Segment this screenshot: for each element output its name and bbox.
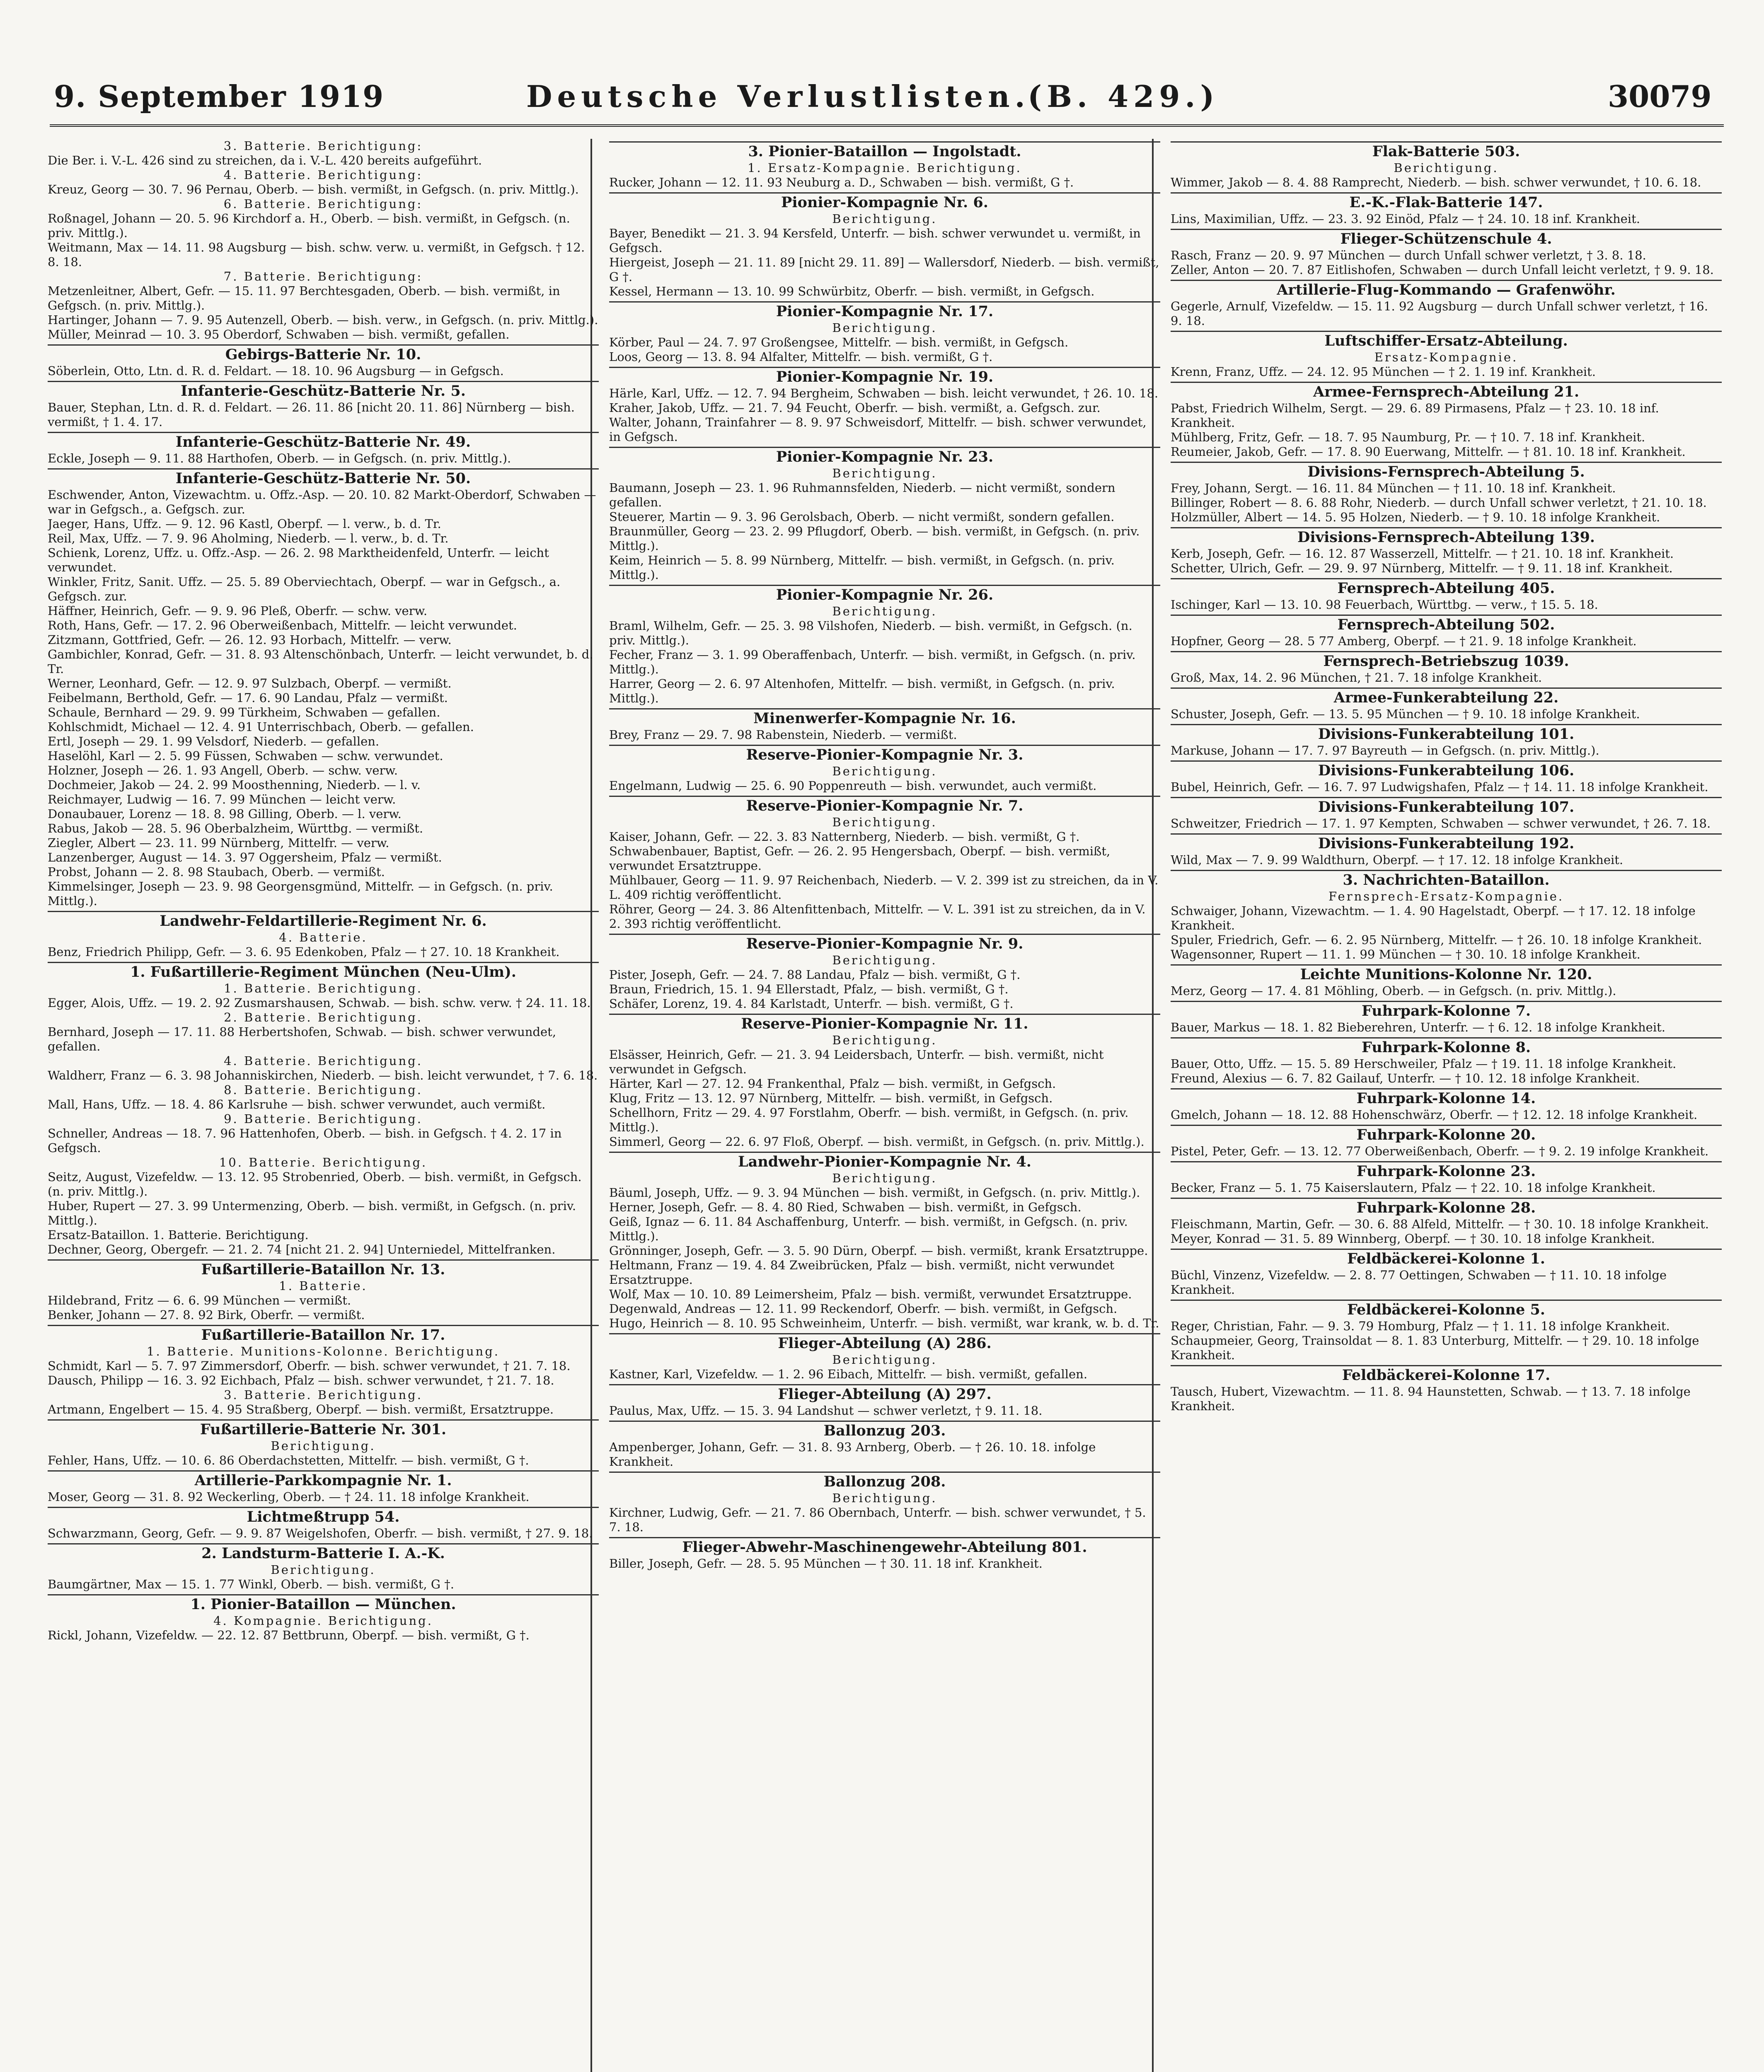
- list-item: Biller, Joseph, Gefr. — 28. 5. 95 München — † 30. 11. 18 inf. Krankheit.: [609, 1556, 1043, 1571]
- section-heading: Ballonzug 208.: [609, 1472, 1160, 1491]
- list-item: Schaupmeier, Georg, Trainsoldat — 8. 1. 83 Unterburg, Mittelfr. — † 29. 10. 18 infolge Krankheit.: [1171, 1334, 1699, 1362]
- list-item: Merz, Georg — 17. 4. 81 Möhling, Oberb. — in Gefgsch. (n. priv. Mittlg.).: [1171, 984, 1616, 998]
- list-section: [48, 1419, 599, 1468]
- list-item: Ampenberger, Johann, Gefr. — 31. 8. 93 Arnberg, Oberb. — † 26. 10. 18. infolge Krankheit.: [609, 1440, 1096, 1469]
- list-section: [48, 1594, 599, 1643]
- list-item: Reichmayer, Ludwig — 16. 7. 99 München — leicht verw.: [48, 792, 396, 806]
- subheading: 1. Batterie. Munitions-Kolonne. Berichtigung.: [147, 1344, 500, 1358]
- list-item: Engelmann, Ludwig — 25. 6. 90 Poppenreuth — bish. verwundet, auch vermißt.: [609, 779, 1097, 793]
- list-section: [1171, 331, 1722, 379]
- section-heading: Armee-Fernsprech-Abteilung 21.: [1171, 382, 1722, 401]
- section-heading: Artillerie-Parkkompagnie Nr. 1.: [48, 1470, 599, 1490]
- list-item: Tausch, Hubert, Vizewachtm. — 11. 8. 94 Haunstetten, Schwab. — † 13. 7. 18 infolge Krankheit.: [1171, 1385, 1691, 1413]
- page-number: 30079: [1608, 79, 1712, 114]
- section-heading: Reserve-Pionier-Kompagnie Nr. 7.: [609, 796, 1160, 815]
- subheading: 4. Batterie. Berichtigung.: [224, 1054, 423, 1068]
- list-item: Schwabenbauer, Baptist, Gefr. — 26. 2. 95 Hengersbach, Oberpf. — bish. vermißt, verwundet Ersatztruppe.: [609, 844, 1111, 873]
- subheading: Berichtigung.: [832, 1033, 937, 1047]
- section-heading: Pionier-Kompagnie Nr. 6.: [609, 192, 1160, 212]
- section-heading: 3. Nachrichten-Bataillon.: [1171, 870, 1722, 889]
- list-item: Reger, Christian, Fahr. — 9. 3. 79 Homburg, Pfalz — † 1. 11. 18 infolge Krankheit.: [1171, 1319, 1670, 1333]
- list-item: Zitzmann, Gottfried, Gefr. — 26. 12. 93 Horbach, Mittelfr. — verw.: [48, 633, 452, 647]
- subheading: Berichtigung.: [271, 1439, 376, 1453]
- list-section: [1171, 1088, 1722, 1122]
- list-item: Baumgärtner, Max — 15. 1. 77 Winkl, Oberb. — bish. vermißt, G †.: [48, 1577, 454, 1591]
- list-item: Degenwald, Andreas — 12. 11. 99 Reckendorf, Oberfr. — bish. vermißt, in Gefgsch.: [609, 1302, 1118, 1316]
- list-item: Kerb, Joseph, Gefr. — 16. 12. 87 Wasserzell, Mittelfr. — † 21. 10. 18 inf. Krankheit.: [1171, 547, 1674, 561]
- list-item: Ziegler, Albert — 23. 11. 99 Nürnberg, Mittelfr. — verw.: [48, 836, 390, 850]
- list-item: Spuler, Friedrich, Gefr. — 6. 2. 95 Nürnberg, Mittelfr. — † 26. 10. 18 infolge Krankheit.: [1171, 933, 1702, 947]
- list-item: Frey, Johann, Sergt. — 16. 11. 84 München — † 11. 10. 18 inf. Krankheit.: [1171, 481, 1616, 495]
- list-item: Meyer, Konrad — 31. 5. 89 Winnberg, Oberpf. — † 30. 10. 18 infolge Krankheit.: [1171, 1232, 1655, 1246]
- list-section: [1171, 1001, 1722, 1035]
- list-item: Bäuml, Joseph, Uffz. — 9. 3. 94 München — bish. vermißt, in Gefgsch. (n. priv. Mittlg.).: [609, 1186, 1140, 1200]
- list-item: Artmann, Engelbert — 15. 4. 95 Straßberg, Oberpf. — bish. vermißt, Ersatztruppe.: [48, 1402, 554, 1416]
- section-heading: Fuhrpark-Kolonne 23.: [1171, 1161, 1722, 1181]
- list-section: [48, 1543, 599, 1592]
- list-item: Lanzenberger, August — 14. 3. 97 Oggersheim, Pfalz — vermißt.: [48, 850, 442, 864]
- list-section: [1171, 141, 1722, 190]
- section-heading: Fernsprech-Betriebszug 1039.: [1171, 651, 1722, 670]
- subheading: 2. Batterie. Berichtigung.: [224, 1010, 423, 1024]
- section-heading: 1. Pionier-Bataillon — München.: [48, 1594, 599, 1614]
- section-heading: Flieger-Abwehr-Maschinengewehr-Abteilung 801.: [609, 1537, 1160, 1556]
- section-heading: Flieger-Schützenschule 4.: [1171, 229, 1722, 248]
- list-item: Gambichler, Konrad, Gefr. — 31. 8. 93 Altenschönbach, Unterfr. — leicht verwundet, b. d. Tr.: [48, 647, 593, 676]
- issue-date: 9. September 1919: [54, 79, 385, 114]
- list-section: [609, 745, 1160, 793]
- list-item: Haselöhl, Karl — 2. 5. 99 Füssen, Schwaben — schw. verwundet.: [48, 749, 443, 763]
- section-heading: Armee-Funkerabteilung 22.: [1171, 687, 1722, 707]
- list-item: Schweitzer, Friedrich — 17. 1. 97 Kempten, Schwaben — schwer verwundet, † 26. 7. 18.: [1171, 816, 1711, 830]
- list-item: Pister, Joseph, Gefr. — 24. 7. 88 Landau, Pfalz — bish. vermißt, G †.: [609, 968, 1021, 982]
- list-item: Werner, Leonhard, Gefr. — 12. 9. 97 Sulzbach, Oberpf. — vermißt.: [48, 676, 452, 690]
- list-item: Winkler, Fritz, Sanit. Uffz. — 25. 5. 89 Oberviechtach, Oberpf. — war in Gefgsch., a. Gefgsch. zur.: [48, 575, 561, 603]
- list-item: Hartinger, Johann — 7. 9. 95 Autenzell, Oberb. — bish. verw., in Gefgsch. (n. priv. Mittlg.).: [48, 313, 598, 327]
- list-section: [1171, 687, 1722, 721]
- subheading: 4. Batterie.: [279, 930, 368, 944]
- list-item: Bubel, Heinrich, Gefr. — 16. 7. 97 Ludwigshafen, Pfalz — † 14. 11. 18 infolge Krankheit.: [1171, 780, 1708, 794]
- list-item: Rickl, Johann, Vizefeldw. — 22. 12. 87 Bettbrunn, Oberpf. — bish. vermißt, G †.: [48, 1628, 530, 1642]
- list-section: [1171, 578, 1722, 612]
- list-section: [609, 1333, 1160, 1382]
- list-item: Brey, Franz — 29. 7. 98 Rabenstein, Niederb. — vermißt.: [609, 728, 957, 742]
- list-item: Müller, Meinrad — 10. 3. 95 Oberdorf, Schwaben — bish. vermißt, gefallen.: [48, 327, 510, 341]
- list-item: Ischinger, Karl — 13. 10. 98 Feuerbach, Württbg. — verw., † 15. 5. 18.: [1171, 598, 1598, 612]
- list-section: [1171, 1198, 1722, 1246]
- list-item: Mall, Hans, Uffz. — 18. 4. 86 Karlsruhe — bish. schwer verwundet, auch vermißt.: [48, 1097, 546, 1111]
- list-section: [48, 344, 599, 378]
- list-item: Wolf, Max — 10. 10. 89 Leimersheim, Pfalz — bish. vermißt, verwundet Ersatztruppe.: [609, 1287, 1132, 1301]
- list-section: [1171, 1161, 1722, 1195]
- list-section: [48, 432, 599, 466]
- section-heading: Lichtmeßtrupp 54.: [48, 1507, 599, 1526]
- list-item: Probst, Johann — 2. 8. 98 Staubach, Oberb. — vermißt.: [48, 865, 385, 879]
- section-heading: Landwehr-Feldartillerie-Regiment Nr. 6.: [48, 911, 599, 930]
- list-item: Mühlbauer, Georg — 11. 9. 97 Reichenbach, Niederb. — V. 2. 399 ist zu streichen, da in V. L. 409 richtig veröffentlicht.: [609, 873, 1159, 902]
- subheading: Berichtigung.: [832, 321, 937, 335]
- list-section: [609, 1421, 1160, 1469]
- list-item: Fleischmann, Martin, Gefr. — 30. 6. 88 Alfeld, Mittelfr. — † 30. 10. 18 infolge Krankheit.: [1171, 1217, 1709, 1231]
- list-item: Braun, Friedrich, 15. 1. 94 Ellerstadt, Pfalz, — bish. vermißt, G †.: [609, 982, 1009, 996]
- list-item: Feibelmann, Berthold, Gefr. — 17. 6. 90 Landau, Pfalz — vermißt.: [48, 691, 448, 705]
- list-item: Braunmüller, Georg — 23. 2. 99 Pflugdorf, Oberb. — bish. vermißt, in Gefgsch. (n. priv. Mittlg.).: [609, 524, 1140, 553]
- subheading: Berichtigung.: [832, 1491, 937, 1505]
- list-item: Eckle, Joseph — 9. 11. 88 Harthofen, Oberb. — in Gefgsch. (n. priv. Mittlg.).: [48, 451, 511, 465]
- list-item: Wagensonner, Rupert — 11. 1. 99 München — † 30. 10. 18 infolge Krankheit.: [1171, 947, 1641, 961]
- list-item: Loos, Georg — 13. 8. 94 Alfalter, Mittelfr. — bish. vermißt, G †.: [609, 350, 993, 364]
- section-heading: Feldbäckerei-Kolonne 17.: [1171, 1365, 1722, 1385]
- list-item: Wimmer, Jakob — 8. 4. 88 Ramprecht, Niederb. — bish. schwer verwundet, † 10. 6. 18.: [1171, 175, 1701, 189]
- section-heading: Ballonzug 203.: [609, 1421, 1160, 1440]
- subheading: Berichtigung.: [832, 815, 937, 829]
- list-item: Mühlberg, Fritz, Gefr. — 18. 7. 95 Naumburg, Pr. — † 10. 7. 18 inf. Krankheit.: [1171, 430, 1645, 444]
- list-section: [1171, 462, 1722, 525]
- list-item: Hiergeist, Joseph — 21. 11. 89 [nicht 29. 11. 89] — Wallersdorf, Niederb. — bish. vermißt, G †.: [609, 255, 1159, 284]
- list-item: Donaubauer, Lorenz — 18. 8. 98 Gilling, Oberb. — l. verw.: [48, 807, 402, 821]
- list-item: Kohlschmidt, Michael — 12. 4. 91 Unterrischbach, Oberb. — gefallen.: [48, 720, 474, 734]
- list-item: Schwarzmann, Georg, Gefr. — 9. 9. 87 Weigelshofen, Oberfr. — bish. vermißt, † 27. 9. 18.: [48, 1526, 593, 1540]
- list-item: Eschwender, Anton, Vizewachtm. u. Offz.-Asp. — 20. 10. 82 Markt-Oberdorf, Schwaben — war in Gefgsch., a. Gefgsch. zur.: [48, 488, 596, 516]
- page-header: [0, 0, 1764, 137]
- list-item: Die Ber. i. V.-L. 426 sind zu streichen, da i. V.-L. 420 bereits aufgeführt.: [48, 153, 482, 167]
- subheading: 4. Kompagnie. Berichtigung.: [213, 1614, 433, 1628]
- list-item: Schäfer, Lorenz, 19. 4. 84 Karlstadt, Unterfr. — bish. vermißt, G †.: [609, 997, 1014, 1011]
- list-item: Härle, Karl, Uffz. — 12. 7. 94 Bergheim, Schwaben — bish. leicht verwundet, † 26. 10. 18.: [609, 386, 1159, 400]
- list-item: Körber, Paul — 24. 7. 97 Großengsee, Mittelfr. — bish. vermißt, in Gefgsch.: [609, 335, 1069, 349]
- list-item: Härter, Karl — 27. 12. 94 Frankenthal, Pfalz — bish. vermißt, in Gefgsch.: [609, 1077, 1056, 1091]
- list-item: Klug, Fritz — 13. 12. 97 Nürnberg, Mittelfr. — bish. vermißt, in Gefgsch.: [609, 1091, 1053, 1105]
- subheading: Berichtigung.: [832, 466, 937, 480]
- list-section: [1171, 651, 1722, 685]
- list-item: Kaiser, Johann, Gefr. — 22. 3. 83 Natternberg, Niederb. — bish. vermißt, G †.: [609, 830, 1080, 844]
- section-heading: Pionier-Kompagnie Nr. 19.: [609, 367, 1160, 386]
- section-heading: Minenwerfer-Kompagnie Nr. 16.: [609, 708, 1160, 728]
- list-item: Ertl, Joseph — 29. 1. 99 Velsdorf, Niederb. — gefallen.: [48, 734, 380, 748]
- list-item: Dochmeier, Jakob — 24. 2. 99 Moosthenning, Niederb. — l. v.: [48, 778, 421, 792]
- list-item: Egger, Alois, Uffz. — 19. 2. 92 Zusmarshausen, Schwab. — bish. schw. verw. † 24. 11. 18.: [48, 996, 591, 1010]
- list-item: Kimmelsinger, Joseph — 23. 9. 98 Georgensgmünd, Mittelfr. — in Gefgsch. (n. priv. Mittlg.).: [48, 879, 553, 908]
- list-item: Häffner, Heinrich, Gefr. — 9. 9. 96 Pleß, Oberfr. — schw. verw.: [48, 604, 428, 618]
- list-item: Seitz, August, Vizefeldw. — 13. 12. 95 Strobenried, Oberb. — bish. vermißt, in Gefgsch. (n. priv. Mittlg.).: [48, 1170, 582, 1198]
- list-section: [1171, 382, 1722, 459]
- list-section: [609, 141, 1160, 190]
- subheading: Berichtigung.: [832, 1353, 937, 1367]
- list-item: Benker, Johann — 27. 8. 92 Birk, Oberfr. — vermißt.: [48, 1308, 365, 1322]
- list-item: Kirchner, Ludwig, Gefr. — 21. 7. 86 Obernbach, Unterfr. — bish. schwer verwundet, † 5. 7. 18.: [609, 1506, 1146, 1534]
- section-heading: Feldbäckerei-Kolonne 5.: [1171, 1300, 1722, 1319]
- list-item: Gegerle, Arnulf, Vizefeldw. — 15. 11. 92 Augsburg — durch Unfall schwer verletzt, † 16. 9. 18.: [1171, 299, 1708, 328]
- list-section: [48, 1325, 599, 1417]
- subheading: 1. Ersatz-Kompagnie. Berichtigung.: [748, 161, 1022, 175]
- section-heading: Artillerie-Flug-Kommando — Grafenwöhr.: [1171, 280, 1722, 299]
- list-item: Röhrer, Georg — 24. 3. 86 Altenfittenbach, Mittelfr. — V. L. 391 ist zu streichen, da in V. 2. 393 richtig veröffentlicht.: [609, 902, 1146, 931]
- section-heading: Pionier-Kompagnie Nr. 26.: [609, 585, 1160, 604]
- list-item: Gmelch, Johann — 18. 12. 88 Hohenschwärz, Oberfr. — † 12. 12. 18 infolge Krankheit.: [1171, 1108, 1698, 1122]
- section-heading: Fußartillerie-Bataillon Nr. 17.: [48, 1325, 599, 1344]
- section-heading: Fußartillerie-Batterie Nr. 301.: [48, 1419, 599, 1439]
- list-section: [609, 301, 1160, 364]
- subheading: Berichtigung.: [1394, 161, 1499, 175]
- list-item: Heltmann, Franz — 19. 4. 84 Zweibrücken, Pfalz — bish. vermißt, nicht verwundet Ersatztruppe.: [609, 1258, 1115, 1287]
- subheading: Berichtigung.: [832, 604, 937, 618]
- list-item: Fecher, Franz — 3. 1. 99 Oberaffenbach, Unterfr. — bish. vermißt, in Gefgsch. (n. priv. Mittlg.).: [609, 648, 1136, 676]
- list-item: Schellhorn, Fritz — 29. 4. 97 Forstlahm, Oberfr. — bish. vermißt, in Gefgsch. (n. priv. Mittlg.).: [609, 1106, 1129, 1134]
- list-item: Lins, Maximilian, Uffz. — 23. 3. 92 Einöd, Pfalz — † 24. 10. 18 inf. Krankheit.: [1171, 212, 1640, 226]
- list-item: Baumann, Joseph — 23. 1. 96 Ruhmannsfelden, Niederb. — nicht vermißt, sondern gefallen.: [609, 481, 1116, 509]
- section-heading: Fernsprech-Abteilung 405.: [1171, 578, 1722, 598]
- list-item: Holzner, Joseph — 26. 1. 93 Angell, Oberb. — schw. verw.: [48, 763, 398, 777]
- list-section: [1171, 280, 1722, 328]
- list-item: Kessel, Hermann — 13. 10. 99 Schwürbitz, Oberfr. — bish. vermißt, in Gefgsch.: [609, 284, 1095, 298]
- list-item: Steuerer, Martin — 9. 3. 96 Gerolsbach, Oberb. — nicht vermißt, sondern gefallen.: [609, 510, 1115, 524]
- subheading: 9. Batterie. Berichtigung.: [224, 1112, 423, 1126]
- list-item: Huber, Rupert — 27. 3. 99 Untermenzing, Oberb. — bish. vermißt, in Gefgsch. (n. priv. Mittlg.).: [48, 1199, 576, 1227]
- list-section: [1171, 192, 1722, 226]
- section-heading: Landwehr-Pionier-Kompagnie Nr. 4.: [609, 1152, 1160, 1171]
- list-section: [1171, 833, 1722, 867]
- section-heading: Pionier-Kompagnie Nr. 17.: [609, 301, 1160, 321]
- section-heading: Fuhrpark-Kolonne 7.: [1171, 1001, 1722, 1020]
- list-section: [1171, 1125, 1722, 1159]
- list-section: [1171, 615, 1722, 649]
- list-item: Söberlein, Otto, Ltn. d. R. d. Feldart. — 18. 10. 96 Augsburg — in Gefgsch.: [48, 364, 504, 378]
- section-heading: Reserve-Pionier-Kompagnie Nr. 3.: [609, 745, 1160, 764]
- section-heading: Reserve-Pionier-Kompagnie Nr. 9.: [609, 934, 1160, 953]
- list-section: [609, 192, 1160, 299]
- list-section: [609, 796, 1160, 931]
- section-heading: Divisions-Funkerabteilung 101.: [1171, 724, 1722, 743]
- section-heading: Reserve-Pionier-Kompagnie Nr. 11.: [609, 1014, 1160, 1033]
- list-item: Bauer, Stephan, Ltn. d. R. d. Feldart. — 26. 11. 86 [nicht 20. 11. 86] Nürnberg — bish. vermißt, † 1. 4. 17.: [48, 400, 575, 429]
- list-section: [609, 1152, 1160, 1331]
- list-section: [609, 708, 1160, 742]
- section-heading: Fuhrpark-Kolonne 20.: [1171, 1125, 1722, 1144]
- subheading: 6. Batterie. Berichtigung:: [223, 197, 423, 211]
- list-item: Kreuz, Georg — 30. 7. 96 Pernau, Oberb. — bish. vermißt, in Gefgsch. (n. priv. Mittlg.).: [48, 182, 579, 196]
- list-section: [609, 1384, 1160, 1418]
- list-item: Pabst, Friedrich Wilhelm, Sergt. — 29. 6. 89 Pirmasens, Pfalz — † 23. 10. 18 inf. Krankheit.: [1171, 401, 1659, 430]
- list-item: Zeller, Anton — 20. 7. 87 Eitlishofen, Schwaben — durch Unfall leicht verletzt, † 9. 9. 18.: [1171, 263, 1714, 277]
- subheading: 8. Batterie. Berichtigung.: [224, 1083, 423, 1097]
- list-item: Moser, Georg — 31. 8. 92 Weckerling, Oberb. — † 24. 11. 18 infolge Krankheit.: [48, 1490, 530, 1504]
- list-item: Benz, Friedrich Philipp, Gefr. — 3. 6. 95 Edenkoben, Pfalz — † 27. 10. 18 Krankheit.: [48, 945, 560, 959]
- header-rule: [50, 124, 1724, 127]
- list-item: Geiß, Ignaz — 6. 11. 84 Aschaffenburg, Unterfr. — bish. vermißt, in Gefgsch. (n. priv. Mittlg.).: [609, 1215, 1128, 1243]
- column-2: [609, 139, 1160, 2072]
- list-section: [609, 1537, 1160, 1571]
- subheading: Fernsprech-Ersatz-Kompagnie.: [1328, 889, 1564, 903]
- list-item: Weitmann, Max — 14. 11. 98 Augsburg — bish. schw. verw. u. vermißt, in Gefgsch. † 12. 8. 18.: [48, 240, 585, 269]
- section-heading: Flieger-Abteilung (A) 286.: [609, 1333, 1160, 1353]
- column-3: [1171, 139, 1722, 2072]
- list-section: [1171, 527, 1722, 576]
- list-item: Bernhard, Joseph — 17. 11. 88 Herbertshofen, Schwab. — bish. schwer verwundet, gefallen.: [48, 1025, 557, 1053]
- list-item: Rucker, Johann — 12. 11. 93 Neuburg a. D., Schwaben — bish. vermißt, G †.: [609, 175, 1074, 189]
- list-item: Simmerl, Georg — 22. 6. 97 Floß, Oberpf. — bish. vermißt, in Gefgsch. (n. priv. Mittlg.).: [609, 1135, 1145, 1149]
- list-item: Grönninger, Joseph, Gefr. — 3. 5. 90 Dürn, Oberpf. — bish. vermißt, krank Ersatztruppe.: [609, 1244, 1148, 1258]
- section-heading: Divisions-Funkerabteilung 192.: [1171, 833, 1722, 853]
- subheading: Berichtigung.: [832, 212, 937, 226]
- list-section: [609, 447, 1160, 582]
- subheading: Berichtigung.: [832, 953, 937, 967]
- list-section: [1171, 1300, 1722, 1363]
- list-section: [609, 585, 1160, 706]
- subheading: Berichtigung.: [271, 1563, 376, 1577]
- list-item: Keim, Heinrich — 5. 8. 99 Nürnberg, Mittelfr. — bish. vermißt, in Gefgsch. (n. priv. Mittlg.).: [609, 553, 1115, 582]
- list-item: Freund, Alexius — 6. 7. 82 Gailauf, Unterfr. — † 10. 12. 18 infolge Krankheit.: [1171, 1071, 1640, 1085]
- list-item: Krenn, Franz, Uffz. — 24. 12. 95 München — † 2. 1. 19 inf. Krankheit.: [1171, 365, 1596, 379]
- subheading: 7. Batterie. Berichtigung:: [223, 269, 423, 283]
- list-item: Reil, Max, Uffz. — 7. 9. 96 Aholming, Niederb. — l. verw., b. d. Tr.: [48, 531, 449, 545]
- list-item: Roth, Hans, Gefr. — 17. 2. 96 Oberweißenbach, Mittelfr. — leicht verwundet.: [48, 618, 517, 632]
- list-item: Bauer, Markus — 18. 1. 82 Bieberehren, Unterfr. — † 6. 12. 18 infolge Krankheit.: [1171, 1020, 1665, 1034]
- list-item: Elsässer, Heinrich, Gefr. — 21. 3. 94 Leidersbach, Unterfr. — bish. vermißt, nicht verwundet in Gefgsch.: [609, 1048, 1104, 1076]
- section-heading: Fuhrpark-Kolonne 8.: [1171, 1037, 1722, 1057]
- list-item: Rasch, Franz — 20. 9. 97 München — durch Unfall schwer verletzt, † 3. 8. 18.: [1171, 248, 1646, 262]
- list-item: Dausch, Philipp — 16. 3. 92 Eichbach, Pfalz — bish. schwer verwundet, † 21. 7. 18.: [48, 1373, 554, 1387]
- list-item: Schmidt, Karl — 5. 7. 97 Zimmersdorf, Oberfr. — bish. schwer verwundet, † 21. 7. 18.: [48, 1359, 571, 1373]
- list-item: Kraher, Jakob, Uffz. — 21. 7. 94 Feucht, Oberfr. — bish. vermißt, a. Gefgsch. zur.: [609, 401, 1101, 415]
- list-section: [1171, 1037, 1722, 1086]
- section-heading: Infanterie-Geschütz-Batterie Nr. 5.: [48, 381, 599, 400]
- section-heading: Flak-Batterie 503.: [1171, 141, 1722, 161]
- list-section: [609, 367, 1160, 444]
- list-item: Schwaiger, Johann, Vizewachtm. — 1. 4. 90 Hagelstadt, Oberpf. — † 17. 12. 18 infolge Krankheit.: [1171, 904, 1696, 932]
- list-item: Walter, Johann, Trainfahrer — 8. 9. 97 Schweisdorf, Mittelfr. — bish. schwer verwundet, in Gefgsch.: [609, 415, 1147, 444]
- list-item: Metzenleitner, Albert, Gefr. — 15. 11. 97 Berchtesgaden, Oberb. — bish. vermißt, in Gefgsch. (n. priv. Mittlg.).: [48, 284, 560, 312]
- list-item: Rabus, Jakob — 28. 5. 96 Oberbalzheim, Württbg. — vermißt.: [48, 821, 423, 835]
- list-item: Schetter, Ulrich, Gefr. — 29. 9. 97 Nürnberg, Mittelfr. — † 9. 11. 18 inf. Krankheit.: [1171, 561, 1673, 575]
- list-item: Braml, Wilhelm, Gefr. — 25. 3. 98 Vilshofen, Niederb. — bish. vermißt, in Gefgsch. (n. priv. Mittlg.).: [609, 619, 1132, 647]
- list-item: Wild, Max — 7. 9. 99 Waldthurn, Oberpf. — † 17. 12. 18 infolge Krankheit.: [1171, 853, 1624, 867]
- section-heading: Divisions-Funkerabteilung 107.: [1171, 797, 1722, 816]
- list-item: Bayer, Benedikt — 21. 3. 94 Kersfeld, Unterfr. — bish. schwer verwundet u. vermißt, in Gefgsch.: [609, 226, 1141, 255]
- list-section: [1171, 964, 1722, 998]
- column-1: [48, 139, 599, 2072]
- list-item: Hugo, Heinrich — 8. 10. 95 Schweinheim, Unterfr. — bish. vermißt, war krank, w. b. d. Tr.: [609, 1316, 1159, 1330]
- publication-title: Deutsche Verlustlisten.: [526, 79, 1030, 114]
- subheading: Ersatz-Kompagnie.: [1374, 350, 1518, 364]
- list-item: Büchl, Vinzenz, Vizefeldw. — 2. 8. 77 Oettingen, Schwaben — † 11. 10. 18 infolge Krankheit.: [1171, 1268, 1667, 1297]
- issue-number: (B. 429.): [1028, 79, 1220, 114]
- subheading: 3. Batterie. Berichtigung.: [224, 1388, 423, 1402]
- list-item: Billinger, Robert — 8. 6. 88 Rohr, Niederb. — durch Unfall schwer verletzt, † 21. 10. 18.: [1171, 496, 1707, 510]
- list-item: Fehler, Hans, Uffz. — 10. 6. 86 Oberdachstetten, Mittelfr. — bish. vermißt, G †.: [48, 1453, 529, 1467]
- list-section: [609, 1472, 1160, 1535]
- list-item: Jaeger, Hans, Uffz. — 9. 12. 96 Kastl, Oberpf. — l. verw., b. d. Tr.: [48, 517, 441, 531]
- list-section: [48, 911, 599, 959]
- section-heading: Infanterie-Geschütz-Batterie Nr. 50.: [48, 468, 599, 488]
- section-heading: Luftschiffer-Ersatz-Abteilung.: [1171, 331, 1722, 350]
- list-section: [1171, 1365, 1722, 1414]
- list-item: Kastner, Karl, Vizefeldw. — 1. 2. 96 Eibach, Mittelfr. — bish. vermißt, gefallen.: [609, 1367, 1088, 1381]
- list-item: Markuse, Johann — 17. 7. 97 Bayreuth — in Gefgsch. (n. priv. Mittlg.).: [1171, 743, 1599, 758]
- section-heading: 3. Pionier-Bataillon — Ingolstadt.: [609, 141, 1160, 161]
- subheading: 3. Batterie. Berichtigung:: [223, 139, 423, 153]
- list-item: Schuster, Joseph, Gefr. — 13. 5. 95 München — † 9. 10. 18 infolge Krankheit.: [1171, 707, 1640, 721]
- list-item: Harrer, Georg — 2. 6. 97 Altenhofen, Mittelfr. — bish. vermißt, in Gefgsch. (n. priv. Mittlg.).: [609, 677, 1115, 705]
- list-item: Roßnagel, Johann — 20. 5. 96 Kirchdorf a. H., Oberb. — bish. vermißt, in Gefgsch. (n. priv. Mittlg.).: [48, 211, 570, 240]
- list-section: [1171, 229, 1722, 277]
- list-item: Becker, Franz — 5. 1. 75 Kaiserslautern, Pfalz — † 22. 10. 18 infolge Krankheit.: [1171, 1181, 1656, 1195]
- section-heading: Divisions-Fernsprech-Abteilung 5.: [1171, 462, 1722, 481]
- list-section: [1171, 870, 1722, 962]
- subheading: Berichtigung.: [832, 1171, 937, 1185]
- section-heading: Fernsprech-Abteilung 502.: [1171, 615, 1722, 634]
- list-section: [1171, 1249, 1722, 1297]
- list-section: [48, 1507, 599, 1541]
- list-item: Schneller, Andreas — 18. 7. 96 Hattenhofen, Oberb. — bish. in Gefgsch. † 4. 2. 17 in Gefgsch.: [48, 1126, 562, 1155]
- section-heading: Fuhrpark-Kolonne 14.: [1171, 1088, 1722, 1108]
- subheading: 1. Batterie.: [279, 1279, 368, 1293]
- list-item: Ersatz-Bataillon. 1. Batterie. Berichtigung.: [48, 1228, 309, 1242]
- section-heading: Pionier-Kompagnie Nr. 23.: [609, 447, 1160, 466]
- section-heading: Fußartillerie-Bataillon Nr. 13.: [48, 1259, 599, 1279]
- list-item: Herner, Joseph, Gefr. — 8. 4. 80 Ried, Schwaben — bish. vermißt, in Gefgsch.: [609, 1200, 1082, 1214]
- section-heading: 1. Fußartillerie-Regiment München (Neu-Ulm).: [48, 962, 599, 981]
- list-item: Dechner, Georg, Obergefr. — 21. 2. 74 [nicht 21. 2. 94] Unterniedel, Mittelfranken.: [48, 1242, 556, 1256]
- list-section: [1171, 760, 1722, 794]
- section-heading: Leichte Munitions-Kolonne Nr. 120.: [1171, 964, 1722, 984]
- list-item: Waldherr, Franz — 6. 3. 98 Johanniskirchen, Niederb. — bish. leicht verwundet, † 7. 6. 18.: [48, 1068, 598, 1082]
- section-heading: Divisions-Funkerabteilung 106.: [1171, 760, 1722, 780]
- list-section: [609, 934, 1160, 1011]
- list-section: [1171, 797, 1722, 831]
- list-section: [48, 468, 599, 908]
- list-item: Bauer, Otto, Uffz. — 15. 5. 89 Herschweiler, Pfalz — † 19. 11. 18 infolge Krankheit.: [1171, 1057, 1677, 1071]
- list-section: [48, 962, 599, 1257]
- list-section: [48, 381, 599, 429]
- subheading: Berichtigung.: [832, 764, 937, 778]
- subheading: 1. Batterie. Berichtigung.: [224, 981, 423, 995]
- subheading: 10. Batterie. Berichtigung.: [219, 1155, 428, 1169]
- list-item: Holzmüller, Albert — 14. 5. 95 Holzen, Niederb. — † 9. 10. 18 infolge Krankheit.: [1171, 510, 1660, 524]
- section-heading: Feldbäckerei-Kolonne 1.: [1171, 1249, 1722, 1268]
- list-item: Schienk, Lorenz, Uffz. u. Offz.-Asp. — 26. 2. 98 Marktheidenfeld, Unterfr. — leicht verwundet.: [48, 546, 549, 574]
- section-heading: Divisions-Fernsprech-Abteilung 139.: [1171, 527, 1722, 547]
- section-heading: 2. Landsturm-Batterie I. A.-K.: [48, 1543, 599, 1563]
- section-heading: Fuhrpark-Kolonne 28.: [1171, 1198, 1722, 1217]
- list-item: Pistel, Peter, Gefr. — 13. 12. 77 Oberweißenbach, Oberfr. — † 9. 2. 19 infolge Krankheit.: [1171, 1144, 1709, 1158]
- section-heading: Gebirgs-Batterie Nr. 10.: [48, 344, 599, 364]
- list-section: [609, 1014, 1160, 1149]
- list-item: Reumeier, Jakob, Gefr. — 17. 8. 90 Euerwang, Mittelfr. — † 81. 10. 18 inf. Krankheit.: [1171, 445, 1686, 459]
- section-heading: E.-K.-Flak-Batterie 147.: [1171, 192, 1722, 212]
- list-item: Hopfner, Georg — 28. 5 77 Amberg, Oberpf. — † 21. 9. 18 infolge Krankheit.: [1171, 634, 1637, 648]
- section-heading: Flieger-Abteilung (A) 297.: [609, 1384, 1160, 1404]
- list-item: Paulus, Max, Uffz. — 15. 3. 94 Landshut — schwer verletzt, † 9. 11. 18.: [609, 1404, 1043, 1418]
- list-section: [48, 1470, 599, 1504]
- list-item: Hildebrand, Fritz — 6. 6. 99 München — vermißt.: [48, 1293, 351, 1307]
- list-item: Groß, Max, 14. 2. 96 München, † 21. 7. 18 infolge Krankheit.: [1171, 670, 1542, 685]
- list-item: Schaule, Bernhard — 29. 9. 99 Türkheim, Schwaben — gefallen.: [48, 705, 440, 719]
- section-heading: Infanterie-Geschütz-Batterie Nr. 49.: [48, 432, 599, 451]
- subheading: 4. Batterie. Berichtigung:: [223, 168, 423, 182]
- list-section: [1171, 724, 1722, 758]
- list-section: [48, 1259, 599, 1322]
- list-section: [48, 139, 599, 342]
